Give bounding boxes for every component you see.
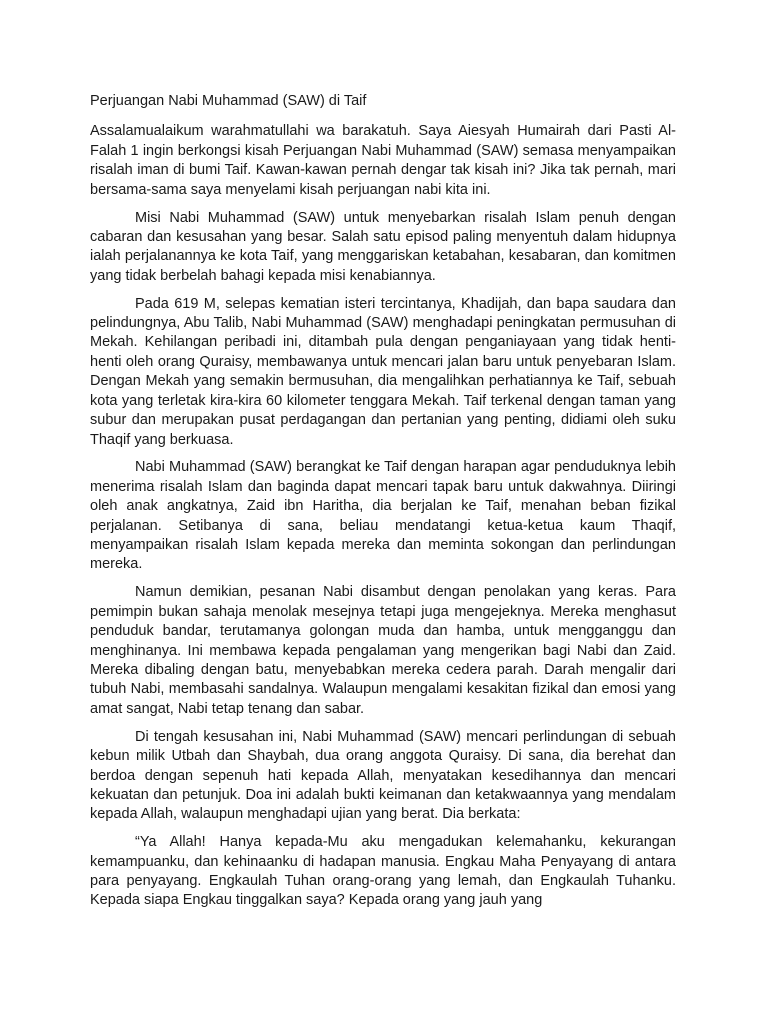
paragraph-intro: Assalamualaikum warahmatullahi wa barakatuh. Saya Aiesyah Humairah dari Pasti Al-Falah 1 ingin berkongsi kisah Perjuangan Nabi Muhammad (SAW) semasa menyampaikan risalah iman di bumi Taif. Kawan-kawan pernah dengar tak kisah ini? Jika tak pernah, mari bersama-sama saya menyelami kisah perjuangan nabi kita ini. bbox=[90, 123, 676, 198]
paragraph-prayer: “Ya Allah! Hanya kepada-Mu aku mengadukan kelemahanku, kekurangan kemampuanku, dan kehinaanku di hadapan manusia. Engkau Maha Penyayang di antara para penyayang. Engkaulah Tuhan orang-orang yang lemah, dan Engkaulah Tuhanku. Kepada siapa Engkau tinggalkan saya? Kepada orang yang jauh yang bbox=[90, 834, 676, 909]
paragraph-rejection: Namun demikian, pesanan Nabi disambut dengan penolakan yang keras. Para pemimpin bukan sahaja menolak mesejnya tetapi juga mengejeknya. Mereka menghasut penduduk bandar, terutamanya golongan muda dan hamba, untuk mengganggu dan menghinanya. Ini membawa kepada pengalaman yang mengerikan bagi Nabi dan Zaid. Mereka dibaling dengan batu, menyebabkan mereka cedera parah. Darah mengalir dari tubuh Nabi, membasahi sandalnya. Walaupun mengalami kesakitan fizikal dan emosi yang amat sangat, Nabi tetap tenang dan sabar. bbox=[90, 584, 676, 717]
document-page bbox=[90, 92, 676, 919]
paragraph-garden: Di tengah kesusahan ini, Nabi Muhammad (SAW) mencari perlindungan di sebuah kebun milik Utbah dan Shaybah, dua orang anggota Quraisy. Di sana, dia berehat dan berdoa dengan sepenuh hati kepada Allah, menyatakan kesedihannya dan mencari kekuatan dan petunjuk. Doa ini adalah bukti keimanan dan ketakwaannya yang mendalam kepada Allah, walaupun menghadapi ujian yang berat. Dia berkata: bbox=[90, 728, 676, 823]
paragraph-619-ce: Pada 619 M, selepas kematian isteri tercintanya, Khadijah, dan bapa saudara dan pelindungnya, Abu Talib, Nabi Muhammad (SAW) menghadapi peningkatan permusuhan di Mekah. Kehilangan peribadi ini, ditambah pula dengan penganiayaan yang tidak henti-henti oleh orang Quraisy, membawanya untuk mencari jalan baru untuk penyebaran Islam. Dengan Mekah yang semakin bermusuhan, dia mengalihkan perhatiannya ke Taif, sebuah kota yang terletak kira-kira 60 kilometer tenggara Mekah. Taif terkenal dengan taman yang subur dan merupakan pusat perdagangan dan pertanian yang penting, didiami oleh suku Thaqif yang berkuasa. bbox=[90, 295, 676, 448]
paragraph-mission: Misi Nabi Muhammad (SAW) untuk menyebarkan risalah Islam penuh dengan cabaran dan kesusahan yang besar. Salah satu episod paling menyentuh dalam hidupnya ialah perjalanannya ke kota Taif, yang menggariskan ketabahan, kesabaran, dan komitmen yang tidak berbelah bahagi kepada misi kenabiannya. bbox=[90, 209, 676, 284]
paragraph-journey: Nabi Muhammad (SAW) berangkat ke Taif dengan harapan agar penduduknya lebih menerima risalah Islam dan baginda dapat mencari tapak baru untuk dakwahnya. Diiringi oleh anak angkatnya, Zaid ibn Haritha, dia berjalan ke Taif, menahan beban fizikal perjalanan. Setibanya di sana, beliau mendatangi ketua-ketua kaum Thaqif, menyampaikan risalah Islam kepada mereka dan meminta sokongan dan perlindungan mereka. bbox=[90, 459, 676, 573]
page-title: Perjuangan Nabi Muhammad (SAW) di Taif bbox=[90, 93, 367, 109]
